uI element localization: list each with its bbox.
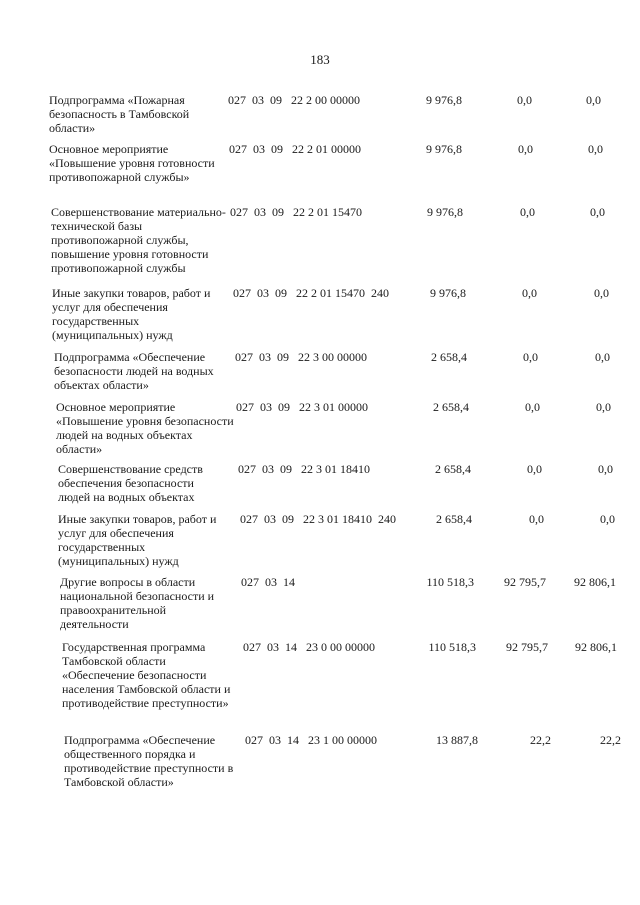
row-name: Совершенствование материально-технической базы противопожарной службы, повышение уровня готовности противопожарной службы — [51, 205, 226, 275]
row-value-current: 2 658,4 — [436, 512, 472, 526]
row-value-after: 92 806,1 — [575, 640, 617, 654]
row-value-next: 0,0 — [522, 286, 537, 300]
row-value-current: 9 976,8 — [430, 286, 466, 300]
row-value-after: 0,0 — [595, 350, 610, 364]
row-name: Подпрограмма «Обеспечение безопасности людей на водных объектах области» — [54, 350, 214, 392]
row-code: 027 03 09 22 2 01 00000 — [229, 142, 361, 156]
row-value-after: 92 806,1 — [574, 575, 616, 589]
row-value-after: 0,0 — [596, 400, 611, 414]
row-name: Основное мероприятие «Повышение уровня готовности противопожарной службы» — [49, 142, 215, 184]
row-value-next: 0,0 — [529, 512, 544, 526]
page-number: 183 — [310, 52, 330, 67]
row-value-current: 13 887,8 — [436, 733, 478, 747]
row-name: Другие вопросы в области национальной безопасности и правоохранительной деятельности — [60, 575, 215, 631]
row-name: Иные закупки товаров, работ и услуг для обеспечения государственных (муниципальных) нужд — [58, 512, 217, 568]
row-code: 027 03 09 22 3 01 18410 240 — [240, 512, 396, 526]
row-value-next: 92 795,7 — [504, 575, 546, 589]
row-value-current: 9 976,8 — [427, 205, 463, 219]
row-value-next: 92 795,7 — [506, 640, 548, 654]
row-value-current: 2 658,4 — [431, 350, 467, 364]
row-name: Совершенствование средств обеспечения безопасности людей на водных объектах — [58, 462, 203, 504]
row-value-next: 0,0 — [525, 400, 540, 414]
row-code: 027 03 14 23 0 00 00000 — [243, 640, 375, 654]
row-value-next: 22,2 — [530, 733, 551, 747]
row-name: Подпрограмма «Обеспечение общественного порядка и противодействие преступности в Тамбовской области» — [64, 733, 234, 789]
row-value-after: 0,0 — [586, 93, 601, 107]
row-code: 027 03 14 — [241, 575, 295, 589]
row-code: 027 03 09 22 2 01 15470 — [230, 205, 362, 219]
row-value-after: 0,0 — [588, 142, 603, 156]
row-value-current: 2 658,4 — [433, 400, 469, 414]
row-value-current: 110 518,3 — [426, 575, 474, 589]
row-code: 027 03 14 23 1 00 00000 — [245, 733, 377, 747]
row-value-current: 9 976,8 — [426, 142, 462, 156]
row-value-next: 0,0 — [523, 350, 538, 364]
row-code: 027 03 09 22 3 00 00000 — [235, 350, 367, 364]
row-value-next: 0,0 — [527, 462, 542, 476]
row-name: Подпрограмма «Пожарная безопасность в Тамбовской области» — [49, 93, 190, 135]
row-code: 027 03 09 22 2 00 00000 — [228, 93, 360, 107]
row-code: 027 03 09 22 2 01 15470 240 — [233, 286, 389, 300]
row-value-after: 0,0 — [598, 462, 613, 476]
row-value-current: 9 976,8 — [426, 93, 462, 107]
row-value-current: 110 518,3 — [428, 640, 476, 654]
row-name: Государственная программа Тамбовской области «Обеспечение безопасности населения Тамбовской области и противодействие преступности» — [62, 640, 231, 710]
row-name: Иные закупки товаров, работ и услуг для обеспечения государственных (муниципальных) нужд — [52, 286, 211, 342]
row-value-after: 22,2 — [600, 733, 621, 747]
row-value-next: 0,0 — [518, 142, 533, 156]
row-value-after: 0,0 — [594, 286, 609, 300]
row-value-after: 0,0 — [600, 512, 615, 526]
row-name: Основное мероприятие «Повышение уровня безопасности людей на водных объектах области» — [56, 400, 234, 456]
row-value-next: 0,0 — [520, 205, 535, 219]
row-value-after: 0,0 — [590, 205, 605, 219]
row-value-current: 2 658,4 — [435, 462, 471, 476]
row-code: 027 03 09 22 3 01 00000 — [236, 400, 368, 414]
row-value-next: 0,0 — [517, 93, 532, 107]
row-code: 027 03 09 22 3 01 18410 — [238, 462, 370, 476]
